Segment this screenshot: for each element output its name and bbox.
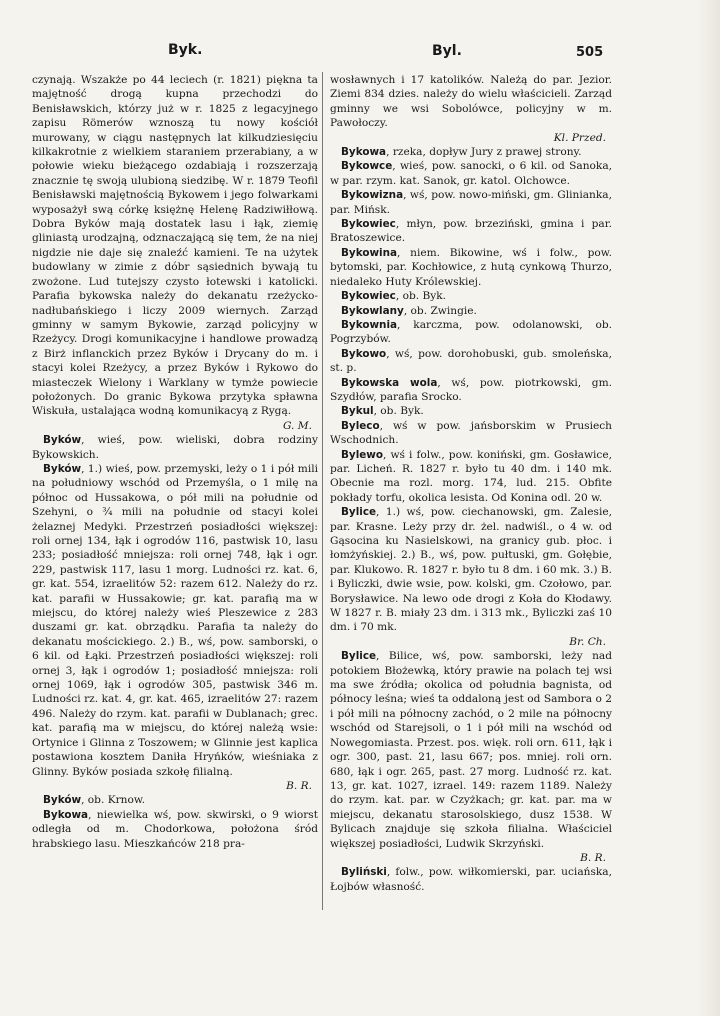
dictionary-entry: [330, 73, 612, 145]
dictionary-entry: [32, 73, 318, 433]
dictionary-entry: [32, 808, 318, 851]
dictionary-entry: [32, 433, 318, 462]
left-column: [32, 73, 318, 851]
entry-text: , ob. Byk.: [395, 290, 447, 303]
entry-text: , wieś, pow. sanocki, o 6 kil. od Sanoka, w par. rzym. kat. Sanok, gr. katol. Olchowce.: [330, 160, 612, 187]
dictionary-entry: [32, 462, 318, 793]
dictionary-entry: [330, 448, 612, 506]
entry-text: czynają. Wszakże po 44 leciech (r. 1821) piękna ta majętność drogą kupna przechodzi do Benisławskich, którzy już w r. 1825 z legacyjnego zapisu Römerów wznoszą tu nowy kościół murowany, w ciągu następnych lat kilkudziesięciu kilkakrotnie z wielkiem staraniem przerabiany, a w połowie wieku bieżącego ozdabiają i rozszerzają znacznie tę swoją ulubioną siedzibę. W r. 1879 Teofil Benisławski majętnością Bykowem i jego folwarkami wyposażył swą córkę księżnę Helenę Radziwiłłową. Dobra Byków mają dostatek lasu i łąk, ziemię gliniastą urodzajną, odznaczającą się tem, że na niej nigdzie nie daje się znaleźć kamieni. Te na użytek budowlany w zimie z dóbr sąsiednich bywają tu zwożone. Lud tutejszy czysto łotewski i katolicki. Parafia bykowska należy do dekanatu rzeżycko-nadłubańskiego i liczy 2009 wiernych. Zarząd gminny w samym Bykowie, zarząd policyjny w Rzeżycy. Drogi komunikacyjne i handlowe prowadzą z Birż inflanckich przez Byków i Drycany do m. i stacyi kolei Rzeżycy, a przez Byków i Rykowo do miasteczek Wielony i Warklany w tymże powiecie położonych. Do granic Bykowa przytyka spławna Wiskuła, ustalająca wodną komunikacyą z Rygą.: [32, 74, 318, 418]
entry-headword: Byków: [43, 434, 82, 447]
entry-headword: Bykowina: [341, 246, 398, 259]
entry-text: , Bilice, wś, pow. samborski, leży nad potokiem Błożewką, który prawie na polach tej wsi ma swe źródła; okolica od południa bagnista, od północy leśna; wieś ta oddaloną jest od Sambora o 2 i pół mili na północny zachód, o 2 mile na północny wschód od Starejsoli, o 1 i pół mili na wschód od Nowegomiasta. Przest. pos. więk. roli orn. 611, łąk i ogr. 300, past. 21, lasu 667; pos. mniej. roli orn. 680, łąk i ogr. 265, past. 27 morg. Ludność rz. kat. 13, gr. kat. 1027, izrael. 149: razem 1189. Należy do rzym. kat. par. w Czyżkach; gr. kat. par. ma w miejscu, dekanatu starosolskiego, dusz 1538. W Bylicach znajduje się szkoła filialna. Właściciel większej posiadłości, Ludwik Skrzyński.: [330, 650, 612, 850]
entry-headword: Bykowiec: [341, 218, 396, 231]
page-edge: [698, 0, 720, 1016]
entry-text: , 1.) wieś, pow. przemyski, leży o 1 i pół mili na południowy wschód od Przemyśla, o 1 milę na północ od Hussakowa, o pół mili na południe od Szehyni, o ¾ mili na południe od stacyi kolei żelaznej Medyki. Przestrzeń posiadłości większej: roli ornej 134, łąk i ogrodów 116, pastwisk 10, lasu 233; posiadłość mniejsza: roli ornej 748, łąk i ogr. 229, pastwisk 117, lasu 1 morg. Ludności rz. kat. 6, gr. kat. 554, izraelitów 52: razem 612. Należy do rz. kat. parafii w Hussakowie; gr. kat. parafią ma w miejscu, do której należy wieś Pleszewice z 283 duszami gr. kat. obrządku. Parafia ta należy do dekanatu mościckiego. 2.) B., wś, pow. samborski, o 6 kil. od Łąki. Przestrzeń posiadłości większej: roli ornej 3, łąk i ogrodów 1; posiadłość mniejsza: roli ornej 1069, łąk i ogrodów 305, pastwisk 346 m. Ludności rz. kat. 4, gr. kat. 465, izraelitów 27: razem 496. Należy do rzym. kat. parafii w Dublanach; grec. kat. parafią ma w miejscu, do której należą wsie: Ortynice i Glinna z Toszowem; w Glinnie jest kaplica postawiona kosztem Daniła Hryńków, wieśniaka z Glinny. Byków posiada szkołę filialną.: [32, 462, 318, 778]
dictionary-entry: [330, 289, 612, 303]
entry-text: , wś w pow. jańsborskim w Prusiech Wschodnich.: [330, 419, 612, 447]
entry-text: , niem. Bikowine, wś i folw., pow. bytomski, par. Kochłowice, z hutą cynkową Thurzo, niedaleko Huty Królewskiej.: [330, 246, 612, 288]
entry-text: wosławnych i 17 katolików. Należą do par. Jezior. Ziemi 834 dzies. należy do wielu właścicieli. Zarząd gminny we wsi Sobolówce, policyjny w m. Pawołoczy.: [330, 74, 612, 130]
entry-signature: G. M.: [282, 419, 312, 432]
entry-text: , wś, pow. piotrkowski, gm. Szydłów, parafia Srocko.: [330, 376, 612, 403]
dictionary-entry: [330, 318, 612, 347]
entry-headword: Bylewo: [341, 448, 384, 461]
entry-signature: Br. Ch.: [569, 635, 606, 648]
dictionary-entry: [330, 159, 612, 188]
entry-text: , rzeka, dopływ Jury z prawej strony.: [386, 146, 582, 159]
dictionary-entry: [330, 404, 612, 418]
dictionary-entry: [330, 304, 612, 318]
entry-signature: B. R.: [286, 779, 312, 792]
column-divider: [322, 72, 323, 910]
entry-text: , ob. Zwingie.: [403, 304, 477, 317]
entry-headword: Bylice: [341, 506, 377, 519]
entry-text: , wś, pow. dorohobuski, gub. smoleńska, st. p.: [330, 347, 612, 375]
entry-text: , ob. Byk.: [373, 405, 424, 418]
entry-headword: Bylice: [341, 650, 377, 663]
entry-headword: Bykul: [341, 405, 374, 418]
entry-text: , karczma, pow. odolanowski, ob. Pogrzybów.: [330, 318, 612, 346]
entry-headword: Bykowa: [43, 808, 89, 821]
entry-headword: Bykowo: [341, 347, 387, 360]
entry-headword: Byleco: [341, 419, 380, 432]
dictionary-entry: [330, 145, 612, 159]
dictionary-entry: [330, 649, 612, 865]
entry-text: , ob. Krnow.: [81, 794, 146, 807]
dictionary-entry: [330, 376, 612, 405]
running-head-left: Byk.: [168, 42, 203, 58]
right-column: [330, 73, 612, 894]
entry-headword: Bykownia: [341, 318, 398, 331]
entry-headword: Byków: [43, 794, 82, 807]
dictionary-entry: [330, 217, 612, 246]
running-head-center: Byl.: [432, 43, 462, 59]
page-number: 505: [576, 45, 604, 60]
entry-headword: Bykowizna: [341, 189, 404, 202]
entry-text: , wś i folw., pow. koniński, gm. Gosławice, par. Licheń. R. 1827 r. było tu 40 dm. i 140 mk. Obecnie ma rozl. morg. 174, lud. 215. Obfite pokłady torfu, okolica lesista. Od Konina odl. 20 w.: [330, 448, 612, 504]
entry-text: , folw., pow. wiłkomierski, par. uciańska, Łojbów własność.: [330, 866, 612, 893]
entry-text: , 1.) wś, pow. ciechanowski, gm. Zalesie, par. Krasne. Leży przy dr. żel. nadwiśl., o 4 w. od Gąsocina ku Nasielskowi, na granicy gub. płoc. i łomżyńskiej. 2.) B., wś, pow. pułtuski, gm. Gołębie, par. Klukowo. R. 1827 r. było tu 8 dm. i 60 mk. 3.) B. i Byliczki, dwie wsie, pow. kolski, gm. Czołowo, par. Borysławice. Na lewo ode drogi z Koła do Kłodawy. W 1827 r. B. miały 23 dm. i 313 mk., Byliczki zaś 10 dm. i 70 mk.: [330, 506, 612, 634]
dictionary-entry: [330, 505, 612, 649]
entry-text: , niewielka wś, pow. skwirski, o 9 wiorst odległa od m. Chodorkowa, położona śród hrabskiego lasu. Mieszkańców 218 pra-: [32, 808, 318, 850]
entry-text: , wieś, pow. wieliski, dobra rodziny Bykowskich.: [32, 434, 318, 461]
dictionary-entry: [32, 793, 318, 807]
entry-headword: Bykowa: [341, 146, 387, 159]
dictionary-entry: [330, 347, 612, 376]
entry-headword: Bykowce: [341, 160, 393, 173]
entry-text: , wś, pow. nowo-miński, gm. Glinianka, par. Mińsk.: [330, 189, 612, 216]
dictionary-entry: [330, 865, 612, 894]
entry-signature: Kl. Przed.: [553, 131, 606, 144]
entry-headword: Byków: [43, 462, 82, 475]
dictionary-entry: [330, 188, 612, 217]
entry-text: , młyn, pow. brzeziński, gmina i par. Bratoszewice.: [330, 218, 612, 245]
entry-headword: Bykowiec: [341, 290, 396, 303]
dictionary-entry: [330, 246, 612, 289]
entry-headword: Bykowlany: [341, 304, 404, 317]
dictionary-entry: [330, 419, 612, 448]
entry-signature: B. R.: [580, 851, 606, 864]
entry-headword: Byliński: [341, 866, 387, 879]
entry-headword: Bykowska wola: [341, 376, 438, 389]
